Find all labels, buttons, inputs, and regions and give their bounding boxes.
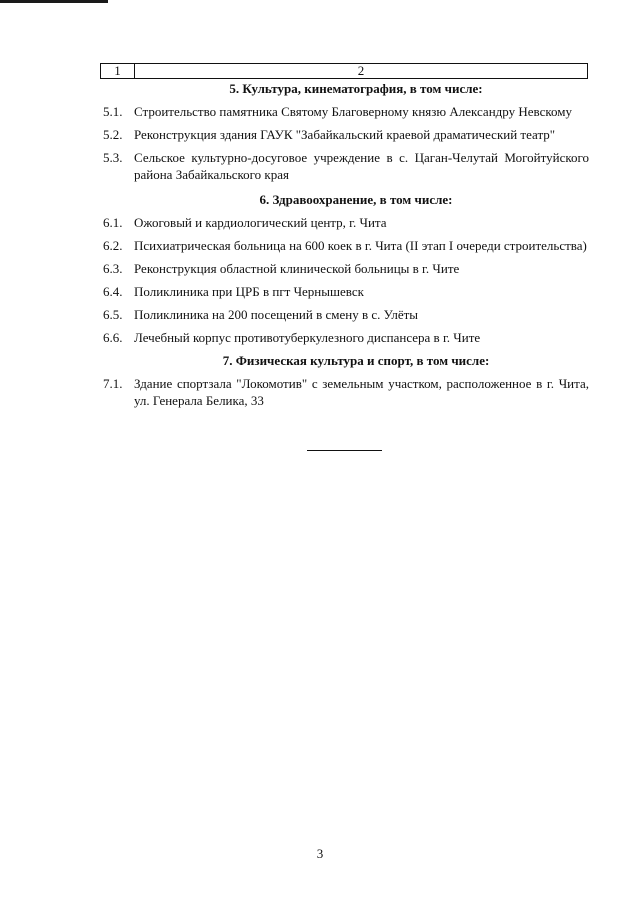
item-text: Строительство памятника Святому Благоверному князю Александру Невскому — [134, 104, 572, 119]
item-text: Лечебный корпус противотуберкулезного диспансера в г. Чите — [134, 330, 481, 345]
item-number: 6.3. — [103, 261, 123, 276]
list-item — [103, 149, 589, 183]
item-number: 5.2. — [103, 127, 123, 142]
list-item — [103, 375, 589, 409]
item-number: 7.1. — [103, 376, 123, 391]
page-number: 3 — [316, 846, 324, 861]
item-number: 6.4. — [103, 284, 123, 299]
item-text: Реконструкция областной клинической больницы в г. Чите — [134, 261, 460, 276]
section-healthcare — [103, 191, 589, 346]
item-text: Реконструкция здания ГАУК "Забайкальский краевой драматический театр" — [134, 127, 556, 142]
item-number: 6.6. — [103, 330, 123, 345]
table-header-row — [100, 63, 588, 79]
document-body — [103, 80, 589, 415]
item-number: 6.1. — [103, 215, 123, 230]
list-item — [103, 283, 589, 300]
table-header-col2: 2 — [357, 63, 365, 78]
section-sport — [103, 352, 589, 409]
list-item — [103, 260, 589, 277]
list-item — [103, 306, 589, 323]
item-text: Сельское культурно-досуговое учреждение в с. Цаган-Челутай Могойтуйского района Забайкальского края — [134, 150, 589, 182]
item-text: Психиатрическая больница на 600 коек в г. Чита (II этап I очереди строительства) — [134, 238, 587, 253]
table-header-col1: 1 — [101, 64, 135, 78]
section-title: 6. Здравоохранение, в том числе: — [259, 192, 453, 207]
item-number: 6.2. — [103, 238, 123, 253]
list-item — [103, 329, 589, 346]
section-title: 5. Культура, кинематография, в том числе: — [229, 81, 483, 96]
item-text: Поликлиника на 200 посещений в смену в с. Улёты — [134, 307, 419, 322]
item-number: 5.3. — [103, 150, 123, 165]
item-number: 5.1. — [103, 104, 123, 119]
section-title: 7. Физическая культура и спорт, в том числе: — [222, 353, 490, 368]
scan-edge-mark — [0, 0, 108, 3]
list-item — [103, 237, 589, 254]
section-culture — [103, 80, 589, 183]
item-text: Ожоговый и кардиологический центр, г. Чита — [134, 215, 387, 230]
list-item — [103, 214, 589, 231]
list-item — [103, 126, 589, 143]
item-text: Поликлиника при ЦРБ в пгт Чернышевск — [134, 284, 364, 299]
list-item — [103, 103, 589, 120]
item-number: 6.5. — [103, 307, 123, 322]
end-divider — [307, 450, 382, 451]
item-text: Здание спортзала "Локомотив" с земельным участком, расположенное в г. Чита, ул. Генерала Белика, 33 — [134, 376, 589, 408]
